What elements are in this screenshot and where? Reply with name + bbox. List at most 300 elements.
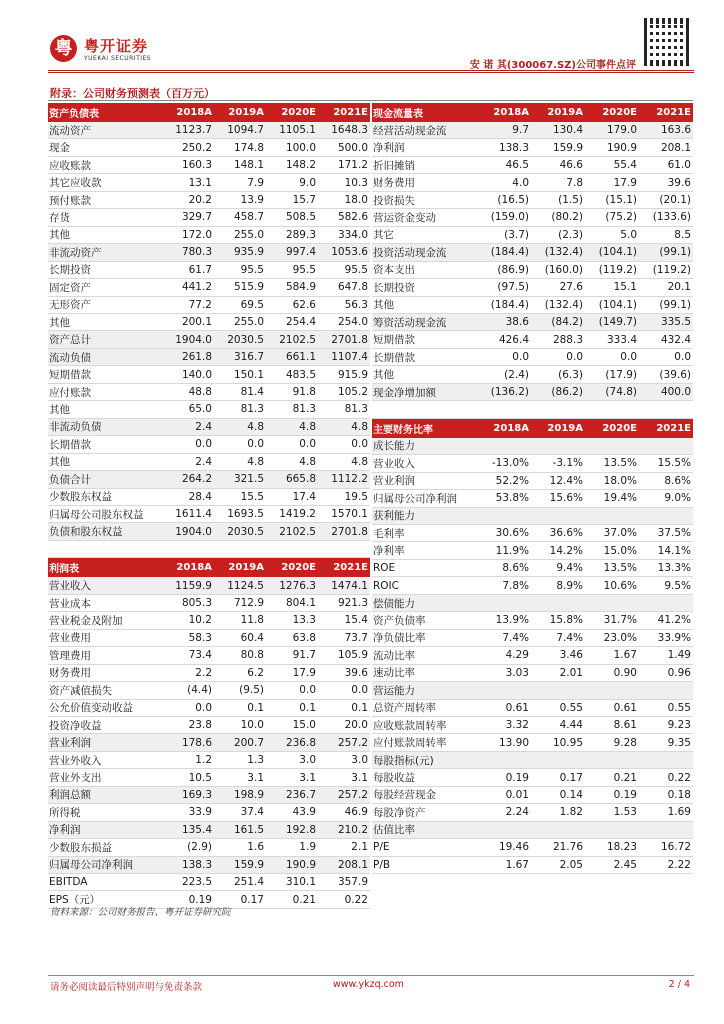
table-row: [372, 595, 693, 612]
cell-value: 2030.5: [227, 333, 264, 346]
cell-value: 4.8: [351, 420, 368, 433]
row-label: 净利率: [373, 545, 405, 558]
cell-value: 6.2: [247, 666, 264, 679]
row-label: P/B: [373, 858, 391, 871]
table-row: [48, 471, 370, 488]
table-row: [48, 857, 370, 874]
cell-value: 0.0: [299, 684, 316, 697]
cell-value: 1107.4: [331, 351, 368, 364]
cell-value: 483.5: [285, 368, 316, 381]
table-row: [48, 839, 370, 856]
cell-value: 20.0: [344, 719, 368, 732]
cell-value: 15.0%: [603, 544, 637, 557]
cell-value: 10.95: [552, 736, 583, 749]
cell-value: 19.46: [498, 841, 529, 854]
cell-value: 4.8: [299, 455, 316, 468]
cell-value: 20.2: [188, 194, 212, 207]
cell-value: 62.6: [292, 298, 316, 311]
cell-value: 254.0: [337, 316, 368, 329]
cell-value: 1124.5: [227, 579, 264, 592]
table-row: [48, 366, 370, 383]
year-label: 2021E: [333, 562, 368, 574]
cell-value: (99.1): [659, 246, 691, 259]
table-row: [372, 577, 693, 594]
table-row: [48, 700, 370, 717]
cell-value: 190.9: [606, 141, 637, 154]
row-label: 营业收入: [49, 580, 91, 593]
cell-value: 18.0: [344, 194, 368, 207]
cell-value: 0.17: [559, 771, 583, 784]
cell-value: 73.4: [188, 649, 212, 662]
table-row: [372, 314, 693, 331]
cell-value: 61.7: [188, 263, 212, 276]
report-title: 安 诺 其(300067.SZ)公司事件点评: [469, 60, 636, 71]
cell-value: 15.0: [292, 719, 316, 732]
year-label: 2019A: [547, 422, 583, 434]
table-row: [372, 700, 693, 717]
cell-value: 0.21: [613, 771, 637, 784]
cell-value: 8.5: [674, 228, 691, 241]
cell-value: (159.0): [490, 211, 529, 224]
footer-disclaimer-link[interactable]: 请务必阅读最后特别声明与免责条款: [50, 982, 203, 993]
row-label: 营业税金及附加: [49, 614, 123, 627]
table-row: [372, 438, 693, 455]
cell-value: 208.1: [337, 858, 368, 871]
cell-value: 426.4: [498, 333, 529, 346]
cell-value: 0.1: [247, 701, 264, 714]
table-row: [372, 630, 693, 647]
cash-flow-header: [372, 103, 693, 122]
row-label: 固定资产: [49, 281, 91, 294]
cell-value: -13.0%: [491, 457, 529, 470]
cell-value: 2102.5: [279, 333, 316, 346]
row-label: 筹资活动现金流: [373, 316, 447, 329]
year-label: 2020E: [602, 107, 637, 118]
cell-value: 9.0%: [664, 492, 691, 505]
cell-value: 0.61: [613, 701, 637, 714]
cell-value: 3.1: [351, 771, 368, 784]
header-divider-2: [48, 72, 694, 73]
cell-value: (2.9): [187, 841, 212, 854]
row-label: 资产总计: [49, 334, 91, 347]
cash-flow-title: 现金流量表: [373, 109, 423, 120]
cell-value: (104.1): [598, 298, 637, 311]
table-row: [48, 489, 370, 506]
year-label: 2020E: [602, 422, 637, 434]
cell-value: 255.0: [233, 228, 264, 241]
year-label: 2021E: [656, 107, 691, 118]
cell-value: 1.3: [247, 754, 264, 767]
cell-value: 804.1: [285, 597, 316, 609]
cell-value: 69.5: [240, 298, 264, 311]
cell-value: 1.69: [667, 806, 691, 819]
row-label: 其他: [373, 369, 394, 382]
cell-value: 53.8%: [495, 492, 529, 505]
table-row: [48, 454, 370, 471]
cell-value: 1.53: [613, 806, 637, 819]
cell-value: 257.2: [337, 736, 368, 749]
cell-value: (86.9): [497, 263, 529, 276]
cell-value: 8.61: [613, 719, 637, 732]
cell-value: 163.6: [660, 124, 691, 137]
cell-value: 56.3: [344, 298, 368, 311]
table-row: [372, 560, 693, 577]
cell-value: 2.24: [505, 806, 529, 819]
cell-value: 0.0: [566, 351, 583, 364]
cell-value: 2102.5: [279, 525, 316, 538]
row-label: 应付账款周转率: [373, 737, 447, 750]
cell-value: 138.3: [498, 141, 529, 154]
cell-value: 19.4%: [603, 492, 637, 505]
cell-value: (84.2): [551, 316, 583, 329]
right-column: [372, 103, 693, 874]
cell-value: 1693.5: [227, 508, 264, 521]
cell-value: (15.1): [605, 194, 637, 207]
table-row: [372, 331, 693, 348]
row-label: 其他: [49, 229, 70, 242]
year-label: 2019A: [547, 107, 583, 118]
row-label: 投资净收益: [49, 719, 102, 732]
row-label: 营运资金变动: [373, 211, 436, 224]
cell-value: 10.3: [344, 176, 368, 189]
cell-value: 174.8: [233, 141, 264, 154]
cell-value: (9.5): [239, 684, 264, 697]
cell-value: 0.61: [505, 701, 529, 714]
cell-value: 38.6: [505, 316, 529, 329]
row-label: 所得税: [49, 806, 81, 819]
cell-value: 11.9%: [495, 544, 529, 557]
cell-value: 647.8: [337, 281, 368, 294]
cell-value: (3.7): [504, 228, 529, 241]
cell-value: 3.1: [247, 771, 264, 784]
table-row: [372, 174, 693, 191]
table-row: [48, 157, 370, 174]
cell-value: 39.6: [344, 666, 368, 679]
cell-value: (80.2): [551, 211, 583, 224]
cell-value: (133.6): [652, 211, 691, 224]
row-label: 每股指标(元): [373, 754, 434, 767]
cell-value: 2701.8: [331, 333, 368, 346]
row-label: 其他: [49, 403, 70, 416]
row-label: 流动负债: [49, 351, 91, 364]
row-label: 应付账款: [49, 386, 91, 399]
cell-value: 18.23: [606, 841, 637, 854]
cell-value: (132.4): [544, 298, 583, 311]
table-row: [372, 473, 693, 490]
cell-value: 2.4: [195, 420, 212, 433]
cell-value: 1904.0: [175, 333, 212, 346]
cell-value: 264.2: [181, 473, 212, 486]
cell-value: 105.2: [337, 386, 368, 399]
cell-value: 15.7: [292, 194, 316, 207]
cell-value: 16.72: [660, 841, 691, 854]
row-label: 毛利率: [373, 527, 405, 540]
row-label: P/E: [373, 841, 390, 854]
cell-value: 81.3: [292, 403, 316, 416]
page-number: 2 / 4: [668, 979, 690, 990]
cell-value: 179.0: [606, 124, 637, 137]
cell-value: 10.6%: [603, 579, 637, 592]
year-label: 2019A: [228, 107, 264, 118]
cell-value: 198.9: [233, 788, 264, 801]
cell-value: 20.1: [667, 281, 691, 294]
cell-value: 236.8: [285, 736, 316, 749]
cell-value: 0.1: [299, 701, 316, 714]
cell-value: 37.4: [240, 806, 264, 819]
cell-value: 333.4: [606, 333, 637, 346]
cell-value: 17.9: [292, 666, 316, 679]
cell-value: 0.55: [559, 701, 583, 714]
cell-value: (99.1): [659, 298, 691, 311]
cell-value: (86.2): [551, 386, 583, 399]
table-row: [48, 279, 370, 296]
table-row: [372, 122, 693, 139]
cell-value: 0.90: [613, 666, 637, 679]
cell-value: 13.90: [498, 736, 529, 749]
cell-value: 8.9%: [556, 579, 583, 592]
table-row: [48, 209, 370, 226]
cell-value: 1419.2: [279, 508, 316, 521]
cell-value: 36.6%: [549, 527, 583, 540]
table-row: [48, 297, 370, 314]
cell-value: 4.29: [505, 649, 529, 662]
cell-value: 1611.4: [175, 508, 212, 521]
table-row: [48, 384, 370, 401]
cell-value: 261.8: [181, 351, 212, 364]
cell-value: 0.0: [195, 438, 212, 451]
cell-value: (97.5): [497, 281, 529, 294]
table-row: [48, 314, 370, 331]
row-label: 负债和股东权益: [49, 526, 123, 539]
cell-value: 172.0: [181, 228, 212, 241]
cell-value: 250.2: [181, 141, 212, 154]
table-row: [372, 244, 693, 261]
cell-value: 321.5: [233, 473, 264, 486]
cell-value: 73.7: [344, 631, 368, 644]
cell-value: 13.5%: [603, 457, 637, 470]
cell-value: 400.0: [660, 386, 691, 399]
cell-value: 288.3: [552, 333, 583, 346]
table-row: [372, 647, 693, 664]
row-label: 营业利润: [49, 737, 91, 750]
cell-value: 1159.9: [175, 579, 212, 592]
cell-value: 508.5: [285, 211, 316, 224]
cell-value: 48.8: [188, 386, 212, 399]
row-label: 归属母公司股东权益: [49, 508, 144, 521]
cell-value: 4.8: [351, 455, 368, 468]
cell-value: 13.1: [188, 176, 212, 189]
cell-value: 1105.1: [279, 124, 316, 137]
row-label: 投资损失: [373, 194, 415, 207]
cell-value: 171.2: [337, 159, 368, 172]
row-label: 营运能力: [373, 684, 415, 697]
row-label: 管理费用: [49, 649, 91, 662]
cell-value: 13.3: [292, 614, 316, 627]
table-row: [372, 717, 693, 734]
row-label: 其他: [373, 299, 394, 312]
cell-value: 10.0: [240, 719, 264, 732]
cell-value: (20.1): [659, 194, 691, 207]
table-row: [48, 734, 370, 751]
table-row: [372, 490, 693, 507]
row-label: 长期投资: [373, 281, 415, 294]
cell-value: 9.35: [667, 736, 691, 749]
cell-value: (6.3): [558, 368, 583, 381]
cell-value: (75.2): [605, 211, 637, 224]
row-label: 少数股东损益: [49, 841, 112, 854]
table-row: [48, 139, 370, 156]
cell-value: 515.9: [233, 281, 264, 294]
row-label: 营业利润: [373, 475, 415, 488]
cell-value: 2.2: [195, 666, 212, 679]
spacer-row: [372, 401, 693, 418]
table-row: [372, 612, 693, 629]
row-label: EPS（元）: [49, 894, 101, 907]
cell-value: 0.55: [667, 701, 691, 714]
row-label: 资产减值损失: [49, 684, 112, 697]
cell-value: 1.49: [667, 649, 691, 662]
cell-value: 251.4: [233, 876, 264, 889]
cell-value: 0.0: [351, 438, 368, 451]
cell-value: 27.6: [559, 281, 583, 294]
cell-value: 1.67: [613, 649, 637, 662]
cell-value: 805.3: [181, 597, 212, 609]
cell-value: 21.76: [552, 841, 583, 854]
cell-value: 500.0: [337, 141, 368, 154]
table-row: [48, 174, 370, 191]
left-column: [48, 103, 370, 909]
row-label: 每股净资产: [373, 806, 426, 819]
income-statement-header: [48, 558, 370, 577]
cell-value: (136.2): [490, 386, 529, 399]
qr-code-icon: [644, 18, 692, 66]
row-label: 其他: [49, 316, 70, 329]
cell-value: 780.3: [181, 246, 212, 259]
cell-value: 91.7: [292, 649, 316, 662]
row-label: 净利润: [373, 142, 405, 155]
cell-value: 0.22: [344, 893, 368, 906]
cell-value: 1094.7: [227, 124, 264, 137]
row-label: 利润总额: [49, 789, 91, 802]
cell-value: 81.3: [344, 403, 368, 416]
row-label: 现金净增加额: [373, 386, 436, 399]
table-row: [48, 523, 370, 540]
cell-value: 236.7: [285, 788, 316, 801]
cell-value: 3.32: [505, 719, 529, 732]
year-label: 2019A: [228, 562, 264, 574]
cell-value: 661.1: [285, 351, 316, 364]
row-label: 负债合计: [49, 473, 91, 486]
table-row: [372, 822, 693, 839]
cell-value: 5.0: [620, 228, 637, 241]
cell-value: 46.5: [505, 159, 529, 172]
cell-value: (2.4): [504, 368, 529, 381]
table-row: [372, 192, 693, 209]
row-label: 预付账款: [49, 194, 91, 207]
row-label: 资本支出: [373, 264, 415, 277]
table-row: [372, 787, 693, 804]
table-row: [48, 192, 370, 209]
row-label: 现金: [49, 142, 70, 155]
cell-value: (1.5): [558, 194, 583, 207]
row-label: 净负债比率: [373, 632, 426, 645]
table-row: [372, 209, 693, 226]
cell-value: 15.4: [344, 614, 368, 627]
row-label: 公允价值变动收益: [49, 702, 133, 715]
cell-value: (2.3): [558, 228, 583, 241]
cell-value: 39.6: [667, 176, 691, 189]
row-label: 财务费用: [373, 177, 415, 190]
table-row: [372, 227, 693, 244]
cell-value: 148.1: [233, 159, 264, 172]
cell-value: 458.7: [233, 211, 264, 224]
cell-value: 91.8: [292, 386, 316, 399]
table-row: [372, 769, 693, 786]
cell-value: 13.3%: [657, 562, 691, 575]
cell-value: (119.2): [652, 263, 691, 276]
table-row: [48, 682, 370, 699]
cell-value: 0.0: [351, 684, 368, 697]
row-label: 归属母公司净利润: [373, 492, 457, 505]
cell-value: 257.2: [337, 788, 368, 801]
row-label: 流动资产: [49, 124, 91, 137]
row-label: 归属母公司净利润: [49, 859, 133, 872]
cell-value: 4.8: [247, 420, 264, 433]
cell-value: 15.5: [240, 490, 264, 503]
table-row: [48, 752, 370, 769]
row-label: 每股收益: [373, 772, 415, 785]
row-label: 非流动负债: [49, 421, 102, 434]
cell-value: 441.2: [181, 281, 212, 294]
cell-value: 81.4: [240, 386, 264, 399]
row-label: ROE: [373, 562, 396, 575]
appendix-title: 附录：公司财务预测表（百万元）: [50, 87, 215, 100]
table-row: [48, 262, 370, 279]
cell-value: (17.9): [605, 368, 637, 381]
cell-value: (16.5): [497, 194, 529, 207]
cell-value: 15.6%: [549, 492, 583, 505]
cell-value: 9.0: [299, 176, 316, 189]
table-row: [372, 804, 693, 821]
cell-value: 7.4%: [502, 631, 529, 644]
table-row: [48, 717, 370, 734]
cell-value: 9.7: [512, 124, 529, 137]
cell-value: (149.7): [598, 316, 637, 329]
cell-value: 584.9: [285, 281, 316, 294]
row-label: 无形资产: [49, 299, 91, 312]
cell-value: (4.4): [187, 684, 212, 697]
cell-value: 935.9: [233, 246, 264, 259]
footer-url-link[interactable]: www.ykzq.com: [333, 979, 404, 990]
cell-value: 159.9: [233, 858, 264, 871]
table-row: [372, 366, 693, 383]
row-label: 财务费用: [49, 667, 91, 680]
cell-value: 1112.2: [331, 473, 368, 486]
cell-value: 3.46: [559, 649, 583, 662]
row-label: 长期投资: [49, 264, 91, 277]
cell-value: 432.4: [660, 333, 691, 346]
cell-value: 2.1: [351, 841, 368, 854]
table-row: [372, 542, 693, 559]
balance-sheet-title: 资产负债表: [49, 109, 99, 120]
row-label: 每股经营现金: [373, 789, 436, 802]
cell-value: 582.6: [337, 211, 368, 224]
data-source-note: 资料来源：公司财务报告、粤开证券研究院: [50, 907, 231, 918]
cell-value: 200.1: [181, 316, 212, 329]
cell-value: 81.3: [240, 403, 264, 416]
cell-value: 105.9: [337, 649, 368, 662]
cell-value: -3.1%: [552, 457, 583, 470]
